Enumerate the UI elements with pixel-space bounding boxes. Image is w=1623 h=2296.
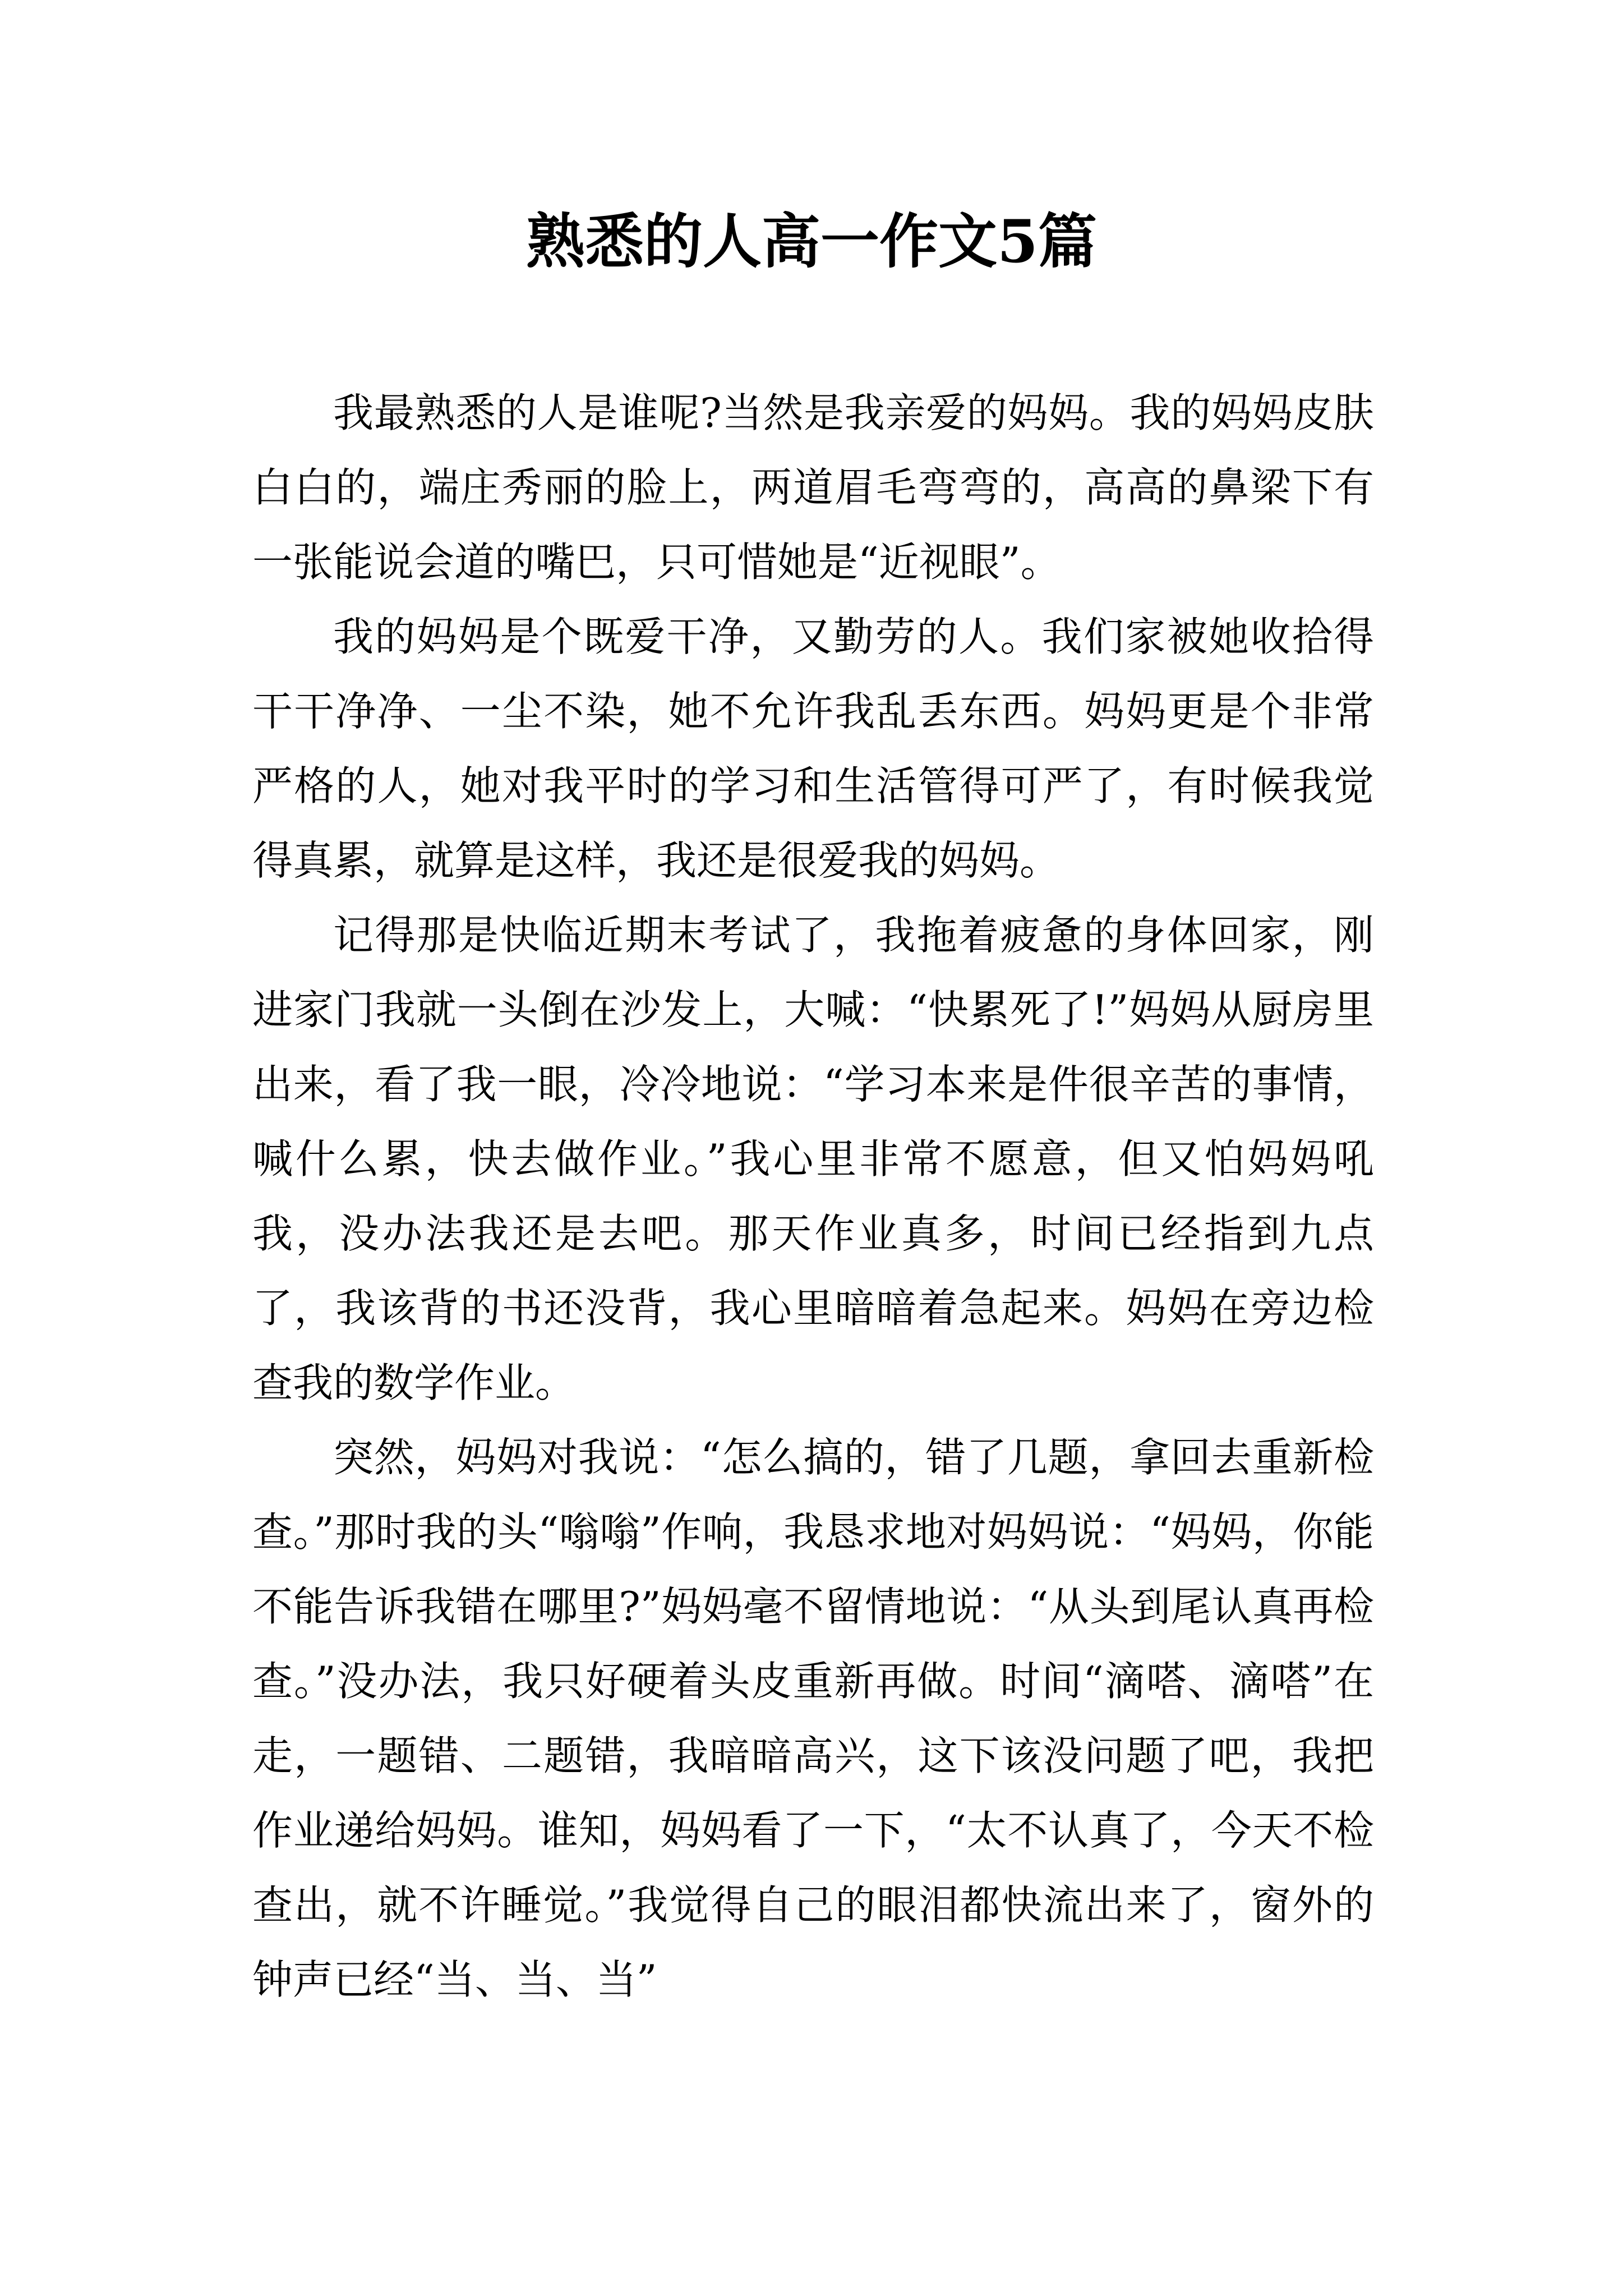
paragraph-2: 我的妈妈是个既爱干净，又勤劳的人。我们家被她收拾得干干净净、一尘不染，她不允许我乱丢东西。妈妈更是个非常严格的人，她对我平时的学习和生活管得可严了，有时候我觉得真累，就算是这样，我还是很爱我的妈妈。 bbox=[252, 613, 1374, 884]
paragraph-3: 记得那是快临近期末考试了，我拖着疲惫的身体回家，刚进家门我就一头倒在沙发上，大喊：“快累死了!”妈妈从厨房里出来，看了我一眼，冷冷地说：“学习本来是件很辛苦的事情，喊什么累，快去做作业。”我心里非常不愿意，但又怕妈妈吼我，没办法我还是去吧。那天作业真多，时间已经指到九点了，我该背的书还没背，我心里暗暗着急起来。妈妈在旁边检查我的数学作业。 bbox=[252, 912, 1374, 1406]
document-title: 熟悉的人高一作文5篇 bbox=[525, 206, 1098, 276]
paragraph-1: 我最熟悉的人是谁呢?当然是我亲爱的妈妈。我的妈妈皮肤白白的，端庄秀丽的脸上，两道眉毛弯弯的，高高的鼻梁下有一张能说会道的嘴巴，只可惜她是“近视眼”。 bbox=[252, 389, 1374, 586]
paragraph-4: 突然，妈妈对我说：“怎么搞的，错了几题，拿回去重新检查。”那时我的头“嗡嗡”作响，我恳求地对妈妈说：“妈妈，你能不能告诉我错在哪里?”妈妈毫不留情地说：“从头到尾认真再检查。”没办法，我只好硬着头皮重新再做。时间“滴嗒、滴嗒”在走，一题错、二题错，我暗暗高兴，这下该没问题了吧，我把作业递给妈妈。谁知，妈妈看了一下，“太不认真了，今天不检查出，就不许睡觉。”我觉得自己的眼泪都快流出来了，窗外的钟声已经“当、当、当” bbox=[252, 1434, 1374, 2003]
document-body bbox=[252, 376, 1374, 2017]
